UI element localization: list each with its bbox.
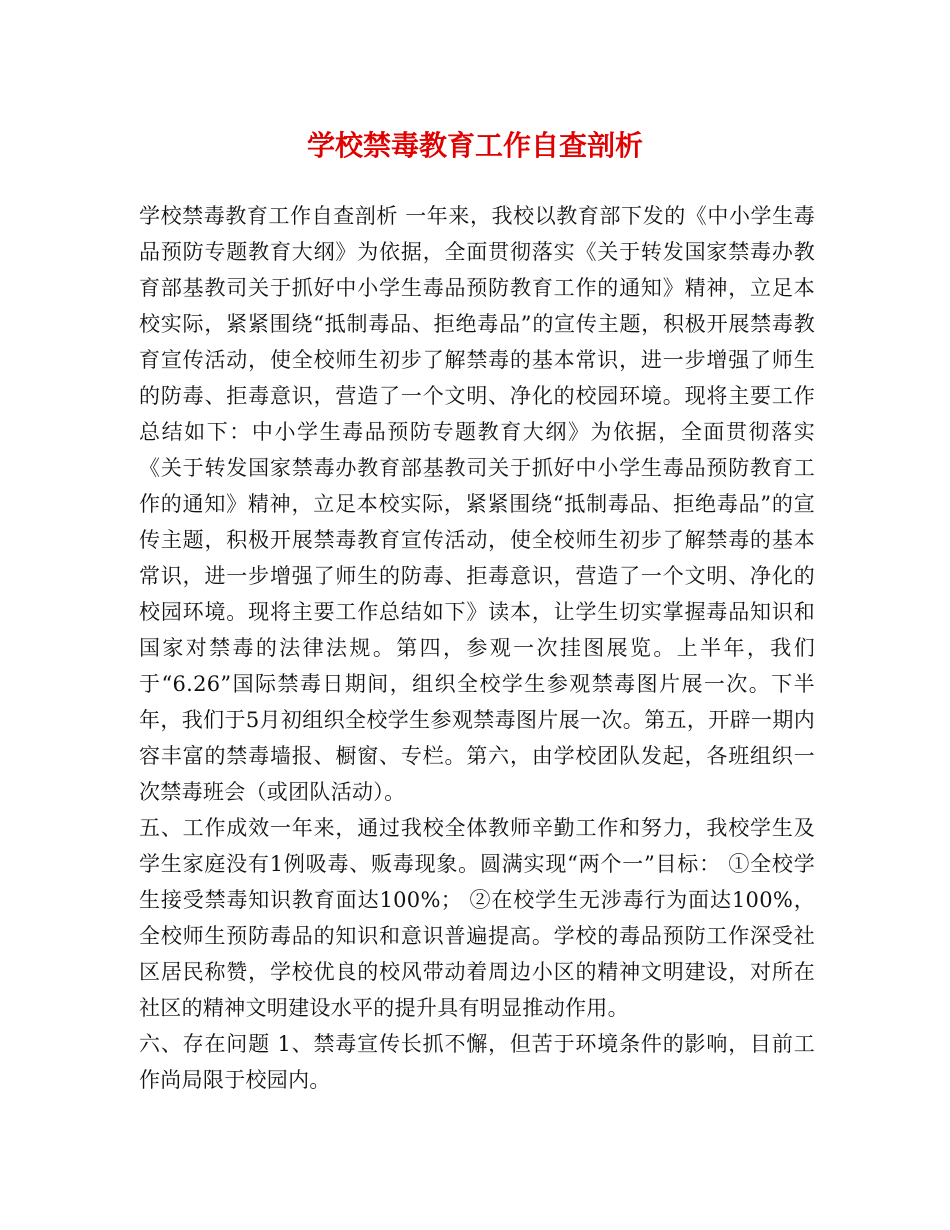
document-title: 学校禁毒教育工作自查剖析 xyxy=(306,129,643,162)
body-paragraph: 六、存在问题 1、禁毒宣传长抓不懈，但苦于环境条件的影响，目前工作尚局限于校园内。 xyxy=(139,1032,815,1092)
body-paragraph: 五、工作成效一年来，通过我校全体教师辛勤工作和努力，我校学生及学生家庭没有1例吸毒、贩毒现象。圆满实现“两个一”目标： ①全校学生接受禁毒知识教育面达100%； ②在校学生无涉毒行为面达100%，全校师生预防毒品的知识和意识普遍提高。学校的毒品预防工作深受社区居民称赞，学校优良的校风带动着周边小区的精神文明建设，对所在社区的精神文明建设水平的提升具有明显推动作用。 xyxy=(139,816,815,1020)
body-paragraph: 学校禁毒教育工作自查剖析 一年来，我校以教育部下发的《中小学生毒品预防专题教育大纲》为依据，全面贯彻落实《关于转发国家禁毒办教育部基教司关于抓好中小学生毒品预防教育工作的通知》精神，立足本校实际，紧紧围绕“抵制毒品、拒绝毒品”的宣传主题，积极开展禁毒教育宣传活动，使全校师生初步了解禁毒的基本常识，进一步增强了师生的防毒、拒毒意识，营造了一个文明、净化的校园环境。现将主要工作总结如下：中小学生毒品预防专题教育大纲》为依据，全面贯彻落实《关于转发国家禁毒办教育部基教司关于抓好中小学生毒品预防教育工作的通知》精神，立足本校实际，紧紧围绕“抵制毒品、拒绝毒品”的宣传主题，积极开展禁毒教育宣传活动，使全校师生初步了解禁毒的基本常识，进一步增强了师生的防毒、拒毒意识，营造了一个文明、净化的校园环境。现将主要工作总结如下》读本，让学生切实掌握毒品知识和国家对禁毒的法律法规。第四，参观一次挂图展览。上半年，我们于“6.26”国际禁毒日期间，组织全校学生参观禁毒图片展一次。下半年，我们于5月初组织全校学生参观禁毒图片展一次。第五，开辟一期内容丰富的禁毒墙报、橱窗、专栏。第六，由学校团队发起，各班组织一次禁毒班会（或团队活动）。 xyxy=(139,204,815,804)
document-body xyxy=(139,198,815,1098)
